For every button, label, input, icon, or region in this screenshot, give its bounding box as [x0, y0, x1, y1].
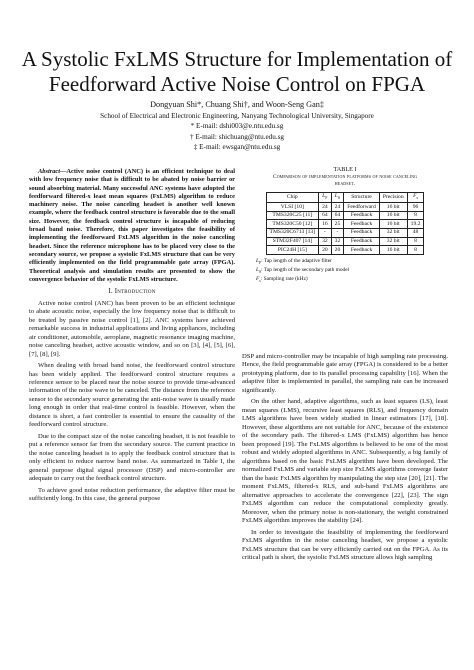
table-cell-fs: 8 — [407, 211, 424, 220]
table-cell-lf: 16 — [319, 220, 332, 229]
table-cell-lf: 64 — [319, 211, 332, 220]
table-cell-chip: VLSI [10] — [266, 203, 319, 212]
table-cell-ls: 24 — [331, 203, 344, 212]
table-cell-chip: TMS320C50 [12] — [266, 220, 319, 229]
table-cell-structure: Feedback — [344, 228, 380, 237]
abstract-text: —Active noise control (ANC) is an efficient technique to deal with low frequency noise that is difficult to be abated by noise barrier or sound absorbing material. Many successful ANC systems have adopted the feedforward filtered-x least mean squares (FxLMS) algorithm to reduce machinery noise. The noise canceling headset is another well known example, where the feedback control structure is favorable due to the small size. However, the feedback control structure is incapable of reducing broad band noise. Therefore, this paper investigates the feasibility of implementing the feedforward FxLMS algorithm in the noise canceling headset. Since the reference microphone has to be placed very close to the secondary source, we propose a systolic FxLMS structure that can be very efficiently implemented on the field programmable gate array (FPGA). Theoretical analysis and simulation results are presented to show the convergence behavior of the systolic FxLMS structure. — [29, 168, 235, 283]
table-header-row — [266, 192, 424, 203]
table-cell-lf: - — [319, 228, 332, 237]
table-cell-ls: 32 — [331, 237, 344, 246]
table-cell-precision: 16 bit — [379, 220, 407, 229]
table-cell-structure: Feedback — [344, 237, 380, 246]
right-paragraph-1: DSP and micro-controller may be incapable of high sampling rate processing. Hence, the field programmable gate array (FPGA) is considered to be a better prototyping platform, due to its parallel processing capability [16]. When the adaptive filter is implemented in parallel, the sampling rate can be increased significantly. — [242, 353, 448, 394]
title-line-1: A Systolic FxLMS Structure for Implementation of — [21, 47, 453, 71]
header-lf: $L_F$ — [319, 192, 332, 203]
table-row — [266, 237, 424, 246]
table-cell-chip: TMS320C25 [11] — [266, 211, 319, 220]
table-cell-lf: 24 — [319, 203, 332, 212]
title-line-2: Feedforward Active Noise Control on FPGA — [48, 72, 426, 96]
table-caption-line-2: headset. — [334, 180, 356, 187]
table-cell-chip: STM32F407 [14] — [266, 237, 319, 246]
right-paragraph-3: In order to investigate the feasibility of implementing the feedforward FxLMS algorithm in the noise canceling headset, we propose a systolic FxLMS structure that can be very efficiently carried out on the FPGA. As its critical path is short, the systolic FxLMS structure allows high sampling — [242, 528, 448, 562]
intro-paragraph-1: Active noise control (ANC) has been proven to be an efficient technique to abate acoustic noise, especially the low frequency noise that is difficult to be treated by passive noise control [1], [2]. ANC systems have achieved remarkable success in industrial applications and living appliances, including air conditioner, automobile, aeroplane, magnetic resonance imaging machine, noise canceling headset, active acoustic window, and so on [3], [4], [5], [6], [7], [8], [9]. — [29, 299, 235, 358]
table-cell-precision: 32 bit — [379, 237, 407, 246]
table-number: TABLE I — [333, 166, 357, 173]
table-cell-ls: 20 — [331, 246, 344, 255]
left-column — [29, 168, 235, 504]
table-cell-structure: Feedback — [344, 220, 380, 229]
table-note-lf-text: : Tap length of the adaptive filter — [261, 257, 332, 264]
table-row — [266, 211, 424, 220]
table-cell-structure: Feedback — [344, 246, 380, 255]
header-precision: Precision — [379, 192, 407, 203]
table-note-ls: $L_S$: Tap length of the secondary path model — [256, 266, 350, 274]
table-row — [266, 220, 424, 229]
table-row — [266, 203, 424, 212]
table-row — [266, 228, 424, 237]
right-column — [242, 353, 448, 563]
author-list: Dongyuan Shi*, Chuang Shi†, and Woon-Seng Gan‡ — [150, 100, 324, 109]
email-3: ‡ E-mail: ewsgan@ntu.edu.sg — [193, 143, 281, 151]
table-cell-chip: TMS320C6713 [13] — [266, 228, 319, 237]
email-1: * E-mail: dshi003@e.ntu.edu.sg — [190, 122, 284, 130]
table-cell-precision: 16 bit — [379, 246, 407, 255]
table-caption-line-1: Comparison of implementation platforms of noise canceling — [272, 173, 418, 180]
email-2: † E-mail: shichuang@ntu.edu.sg — [189, 132, 285, 141]
header-chip: Chip — [266, 192, 319, 203]
section-heading-introduction: I. Introduction — [108, 288, 156, 296]
table-note-ls-text: : Tap length of the secondary path model — [261, 266, 350, 273]
intro-paragraph-3: Due to the compact size of the noise canceling headset, it is not feasible to put a reference sensor far from the secondary source. The current practice in the noise canceling headset is to apply the feedback control structure that is only efficient to reduce narrow band noise. As summarized in Table I, the general purpose digital signal processor (DSP) and micro-controller are adequate to carry out the feedback control structure. — [29, 432, 235, 483]
table-notes — [242, 258, 448, 285]
header-fs: $F_s$ — [407, 192, 424, 203]
table-cell-precision: 16 bit — [379, 203, 407, 212]
affiliation: School of Electrical and Electronic Engineering, Nanyang Technological University, Singapore — [100, 112, 374, 120]
paper-title — [20, 47, 454, 97]
table-cell-structure: Feedforward — [344, 203, 380, 212]
table-cell-ls: 64 — [331, 211, 344, 220]
table-cell-fs: 8 — [407, 246, 424, 255]
table-cell-fs: 8 — [407, 237, 424, 246]
table-cell-fs: 19.2 — [407, 220, 424, 229]
table-cell-precision: 32 bit — [379, 228, 407, 237]
table-cell-lf: 32 — [319, 237, 332, 246]
right-paragraph-2: On the other hand, adaptive algorithms, such as least squares (LS), least mean squares (LMS), recursive least squares (RLS), and frequency domain LMS algorithms have been widely studied in linear estimators [17], [18]. However, these algorithms are not suitable for ANC, because of the existence of the secondary path. The filtered-x LMS (FxLMS) algorithm has hence been proposed [19]. The FxLMS algorithm is believed to be one of the most robust and widely adopted algorithms in ANC. Subsequently, a big family of algorithms based on the basic FxLMS algorithm have been developed. The normalized FxLMS and variable step size FxLMS algorithms converge faster than the basic FxLMS algorithm by manipulating the step size [20], [21]. The moment FxLMS, filtered-x RLS, and sub-band FxLMS algorithms are alternative approaches to accelerate the convergence [22], [23]. The sign FxLMS algorithm can reduce the computational complexity greatly. Moreover, when the primary noise is non-stationary, the weight constrained FxLMS algorithm improves the stability [24]. — [242, 398, 448, 525]
table-note-fs-text: : Sampling rate (kHz) — [260, 275, 308, 282]
table-cell-fs: 96 — [407, 203, 424, 212]
email-list — [20, 121, 454, 153]
table-cell-ls: 25 — [331, 220, 344, 229]
table-cell-fs: 48 — [407, 228, 424, 237]
table-cell-ls: - — [331, 228, 344, 237]
header-ls: $L_S$ — [331, 192, 344, 203]
table-note-lf: $L_F$: Tap length of the adaptive filter — [256, 257, 332, 265]
table-cell-chip: PIC24H [15] — [266, 246, 319, 255]
table-row — [266, 246, 424, 255]
intro-paragraph-4: To achieve good noise reduction performance, the adaptive filter must be sufficiently long. In this case, the general purpose — [29, 486, 235, 503]
abstract-lead: Abstract — [38, 168, 61, 175]
table-1 — [242, 166, 448, 284]
table-body — [266, 203, 424, 255]
abstract — [29, 168, 235, 284]
comparison-table — [266, 192, 425, 255]
header-structure: Structure — [344, 192, 380, 203]
table-cell-precision: 16 bit — [379, 211, 407, 220]
intro-paragraph-2: When dealing with broad band noise, the feedforward control structure has been widely applied. The feedforward control structure requires a reference sensor to be placed near the noise source to provide time-advanced information of the noise wave to be canceled. The distance from the reference sensor to the secondary source generating the anti-noise wave is usually made long enough in order that real-time control is feasible. However, when the distance is short, a fast controller is essential to ensure the causality of the feedforward control structure. — [29, 362, 235, 429]
table-note-fs: $F_s$: Sampling rate (kHz) — [256, 275, 308, 283]
table-cell-lf: 20 — [319, 246, 332, 255]
table-cell-structure: Feedback — [344, 211, 380, 220]
